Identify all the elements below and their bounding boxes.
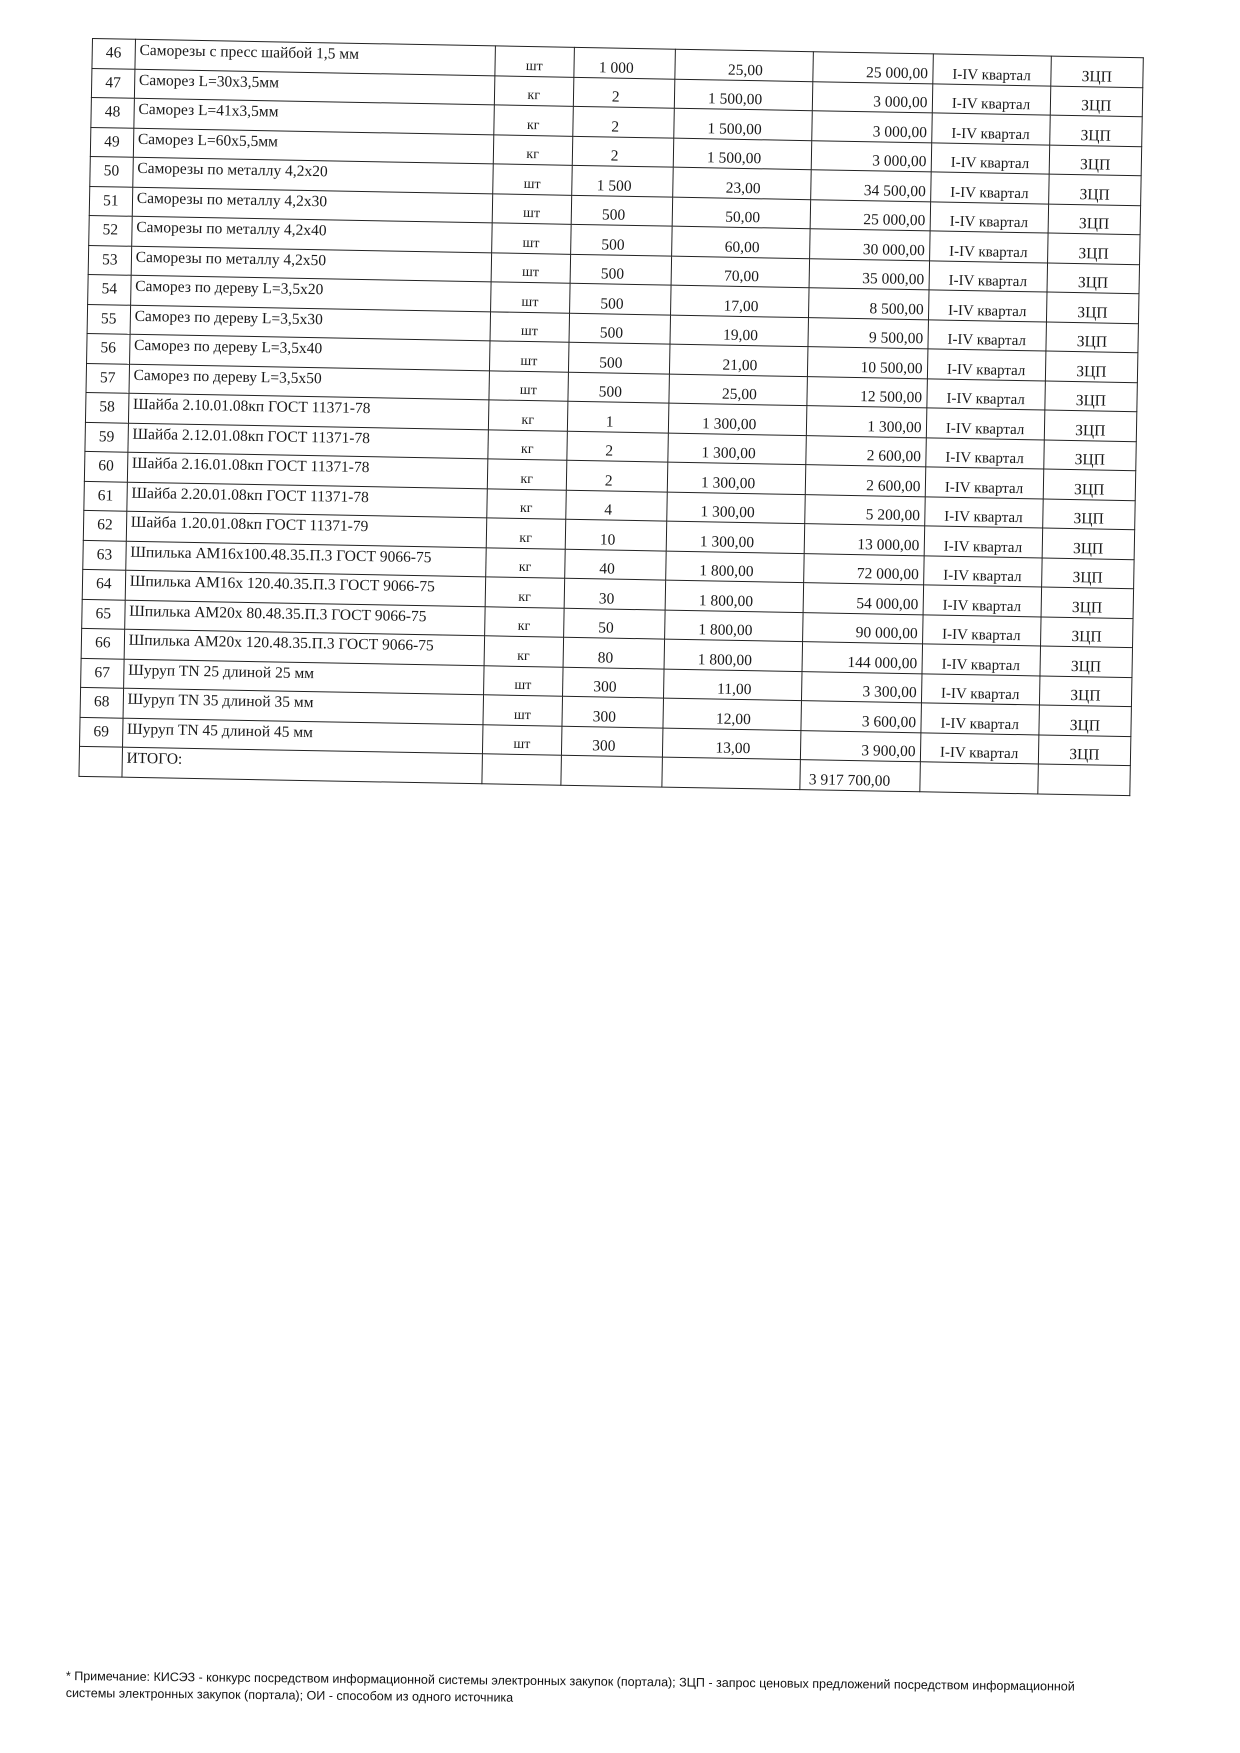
unit-price-cell: 1 800,00 xyxy=(666,551,805,583)
total-sum-cell: 72 000,00 xyxy=(804,553,924,585)
row-number-cell: 52 xyxy=(89,215,132,245)
unit-price-cell: 21,00 xyxy=(669,344,808,376)
item-name-cell: Саморез L=30х3,5мм xyxy=(134,69,495,105)
unit-price-cell: 23,00 xyxy=(673,167,812,199)
unit-price-cell: 1 300,00 xyxy=(667,462,806,494)
unit-price-cell: 11,00 xyxy=(663,669,802,701)
unit-cell: шт xyxy=(491,223,570,254)
item-name-cell: Саморезы по металлу 4,2х30 xyxy=(132,187,493,223)
procurement-method-cell: ЗЦП xyxy=(1046,322,1139,353)
total-sum-cell: 9 500,00 xyxy=(808,317,928,349)
quantity-cell: 1 500 xyxy=(571,165,673,196)
total-sum-cell: 90 000,00 xyxy=(803,612,923,644)
quantity-cell: 500 xyxy=(568,372,670,403)
delivery-period-cell: I-IV квартал xyxy=(925,437,1044,469)
delivery-period-cell: I-IV квартал xyxy=(930,201,1049,233)
item-name-cell: Саморезы с пресс шайбой 1,5 мм xyxy=(135,39,496,75)
row-number-cell: 67 xyxy=(81,658,124,688)
row-number-cell: 56 xyxy=(87,333,130,363)
total-sum-cell: 2 600,00 xyxy=(806,435,926,467)
row-number-cell: 55 xyxy=(87,304,130,334)
row-number-cell: 59 xyxy=(85,422,128,452)
procurement-method-cell: ЗЦП xyxy=(1038,734,1131,765)
unit-price-cell: 1 800,00 xyxy=(664,610,803,642)
row-number-cell: 65 xyxy=(82,599,125,629)
procurement-method-cell: ЗЦП xyxy=(1047,263,1140,294)
unit-cell: шт xyxy=(489,341,568,372)
item-name-cell: Саморез по дереву L=3,5х40 xyxy=(129,334,490,370)
procurement-method-cell: ЗЦП xyxy=(1039,705,1132,736)
delivery-period-cell: I-IV квартал xyxy=(931,142,1050,174)
row-number-cell: 57 xyxy=(86,363,129,393)
total-period-cell xyxy=(919,762,1038,794)
procurement-method-cell: ЗЦП xyxy=(1048,174,1141,205)
unit-cell: шт xyxy=(490,282,569,313)
procurement-method-cell: ЗЦП xyxy=(1045,351,1138,382)
procurement-method-cell: ЗЦП xyxy=(1050,56,1143,87)
delivery-period-cell: I-IV квартал xyxy=(923,585,1042,617)
unit-cell: кг xyxy=(485,577,564,608)
unit-cell: кг xyxy=(494,105,573,136)
total-unit-cell xyxy=(482,754,561,785)
row-number-cell: 61 xyxy=(84,481,127,511)
unit-price-cell: 60,00 xyxy=(671,226,810,258)
total-sum-cell: 34 500,00 xyxy=(811,170,931,202)
delivery-period-cell: I-IV квартал xyxy=(930,172,1049,204)
unit-cell: кг xyxy=(486,518,565,549)
quantity-cell: 80 xyxy=(563,637,665,668)
total-method-cell xyxy=(1037,764,1130,795)
total-sum-cell: 30 000,00 xyxy=(810,229,930,261)
total-sum-cell: 25 000,00 xyxy=(810,199,930,231)
quantity-cell: 500 xyxy=(568,342,670,373)
delivery-period-cell: I-IV квартал xyxy=(924,526,1043,558)
quantity-cell: 500 xyxy=(571,195,673,226)
unit-cell: кг xyxy=(486,547,565,578)
unit-cell: шт xyxy=(483,695,562,726)
unit-price-cell: 1 500,00 xyxy=(674,108,813,140)
row-number-cell: 58 xyxy=(85,392,128,422)
total-sum-cell: 5 200,00 xyxy=(805,494,925,526)
unit-price-cell: 1 500,00 xyxy=(674,79,813,111)
quantity-cell: 50 xyxy=(563,608,665,639)
procurement-method-cell: ЗЦП xyxy=(1044,410,1137,441)
procurement-method-cell: ЗЦП xyxy=(1041,557,1134,588)
procurement-method-cell: ЗЦП xyxy=(1045,381,1138,412)
unit-cell: шт xyxy=(489,370,568,401)
unit-price-cell: 17,00 xyxy=(670,285,809,317)
total-sum-cell: 8 500,00 xyxy=(809,288,929,320)
quantity-cell: 1 xyxy=(567,401,669,432)
item-name-cell: Шайба 2.20.01.08кп ГОСТ 11371-78 xyxy=(127,482,488,518)
procurement-method-cell: ЗЦП xyxy=(1043,469,1136,500)
quantity-cell: 10 xyxy=(565,519,667,550)
unit-price-cell: 12,00 xyxy=(663,698,802,730)
item-name-cell: Саморезы по металлу 4,2х20 xyxy=(133,157,494,193)
unit-cell: кг xyxy=(488,429,567,460)
item-name-cell: Шайба 1.20.01.08кп ГОСТ 11371-79 xyxy=(126,511,487,547)
delivery-period-cell: I-IV квартал xyxy=(927,349,1046,381)
unit-cell: шт xyxy=(482,724,561,755)
item-name-cell: Саморез по дереву L=3,5х20 xyxy=(130,275,491,311)
quantity-cell: 1 000 xyxy=(573,47,675,78)
table-body xyxy=(80,39,1144,766)
unit-cell: кг xyxy=(487,488,566,519)
delivery-period-cell: I-IV квартал xyxy=(932,54,1051,86)
unit-cell: кг xyxy=(487,459,566,490)
delivery-period-cell: I-IV квартал xyxy=(920,732,1039,764)
quantity-cell: 2 xyxy=(572,106,674,137)
row-number-cell: 64 xyxy=(82,569,125,599)
total-sum-cell: 54 000,00 xyxy=(803,583,923,615)
row-number-cell: 69 xyxy=(80,717,123,747)
procurement-method-cell: ЗЦП xyxy=(1039,675,1132,706)
quantity-cell: 300 xyxy=(562,667,664,698)
quantity-cell: 2 xyxy=(572,136,674,167)
procurement-method-cell: ЗЦП xyxy=(1042,499,1135,530)
quantity-cell: 500 xyxy=(569,313,671,344)
item-name-cell: Саморез L=41х3,5мм xyxy=(134,98,495,134)
item-name-cell: Шуруп TN 45 длиной 45 мм xyxy=(122,718,483,754)
row-number-cell: 46 xyxy=(92,39,135,69)
total-price-cell xyxy=(662,757,801,789)
total-sum-cell: 3 000,00 xyxy=(813,81,933,113)
item-name-cell: Шуруп TN 35 длиной 35 мм xyxy=(123,688,484,724)
item-name-cell: Саморез L=60х5,5мм xyxy=(133,128,494,164)
total-sum-cell: 1 300,00 xyxy=(807,406,927,438)
unit-cell: шт xyxy=(490,311,569,342)
total-sum-cell: 13 000,00 xyxy=(804,524,924,556)
delivery-period-cell: I-IV квартал xyxy=(921,673,1040,705)
footnote: * Примечание: КИСЭЗ - конкурс посредством информационной системы электронных закупок (портала); ЗЦП - запрос ценовых предложений посредством информационной системы электронных закупок (портала); ОИ - способом из одного источника xyxy=(65,1669,1075,1705)
row-number-cell: 47 xyxy=(91,68,134,98)
procurement-method-cell: ЗЦП xyxy=(1047,233,1140,264)
delivery-period-cell: I-IV квартал xyxy=(924,496,1043,528)
procurement-method-cell: ЗЦП xyxy=(1049,115,1142,146)
row-number-cell: 53 xyxy=(88,245,131,275)
unit-price-cell: 1 500,00 xyxy=(673,138,812,170)
item-name-cell: Саморезы по металлу 4,2х40 xyxy=(131,216,492,252)
unit-cell: шт xyxy=(493,164,572,195)
delivery-period-cell: I-IV квартал xyxy=(932,83,1051,115)
quantity-cell: 2 xyxy=(566,431,668,462)
item-name-cell: Саморез по дереву L=3,5х50 xyxy=(129,364,490,400)
delivery-period-cell: I-IV квартал xyxy=(929,260,1048,292)
procurement-method-cell: ЗЦП xyxy=(1049,145,1142,176)
total-sum-cell: 25 000,00 xyxy=(813,52,933,84)
unit-price-cell: 25,00 xyxy=(669,374,808,406)
unit-cell: кг xyxy=(484,606,563,637)
quantity-cell: 4 xyxy=(565,490,667,521)
row-number-cell: 66 xyxy=(81,628,124,658)
delivery-period-cell: I-IV квартал xyxy=(922,644,1041,676)
row-number-cell: 60 xyxy=(84,451,127,481)
item-name-cell: Шпилька АМ16х100.48.35.П.3 ГОСТ 9066-75 xyxy=(126,541,487,577)
item-name-cell: Шайба 2.16.01.08кп ГОСТ 11371-78 xyxy=(127,452,488,488)
row-number-cell: 63 xyxy=(83,540,126,570)
row-number-cell: 49 xyxy=(90,127,133,157)
unit-price-cell: 1 800,00 xyxy=(664,639,803,671)
item-name-cell: Шуруп TN 25 длиной 25 мм xyxy=(123,659,484,695)
unit-price-cell: 50,00 xyxy=(672,197,811,229)
quantity-cell: 300 xyxy=(562,696,664,727)
procurement-method-cell: ЗЦП xyxy=(1040,646,1133,677)
delivery-period-cell: I-IV квартал xyxy=(926,408,1045,440)
row-number-cell: 51 xyxy=(89,186,132,216)
quantity-cell: 2 xyxy=(573,77,675,108)
total-sum-cell: 3 000,00 xyxy=(812,111,932,143)
procurement-method-cell: ЗЦП xyxy=(1040,616,1133,647)
unit-cell: шт xyxy=(491,252,570,283)
procurement-method-cell: ЗЦП xyxy=(1041,587,1134,618)
delivery-period-cell: I-IV квартал xyxy=(920,703,1039,735)
quantity-cell: 300 xyxy=(561,726,663,757)
unit-price-cell: 1 300,00 xyxy=(667,492,806,524)
item-name-cell: Шпилька АМ20х 80.48.35.П.3 ГОСТ 9066-75 xyxy=(124,600,485,636)
procurement-method-cell: ЗЦП xyxy=(1048,204,1141,235)
total-label: ИТОГО: xyxy=(122,747,483,783)
unit-price-cell: 13,00 xyxy=(662,728,801,760)
item-name-cell: Шайба 2.12.01.08кп ГОСТ 11371-78 xyxy=(128,423,489,459)
unit-price-cell: 1 300,00 xyxy=(668,403,807,435)
item-name-cell: Саморезы по металлу 4,2х50 xyxy=(131,246,492,282)
row-number-cell: 62 xyxy=(83,510,126,540)
unit-price-cell: 1 800,00 xyxy=(665,580,804,612)
unit-price-cell: 70,00 xyxy=(671,256,810,288)
total-sum: 3 917 700,00 xyxy=(800,760,920,792)
unit-cell: шт xyxy=(483,665,562,696)
unit-cell: кг xyxy=(493,134,572,165)
item-name-cell: Саморез по дереву L=3,5х30 xyxy=(130,305,491,341)
item-name-cell: Шпилька АМ20х 120.48.35.П.3 ГОСТ 9066-75 xyxy=(124,629,485,665)
delivery-period-cell: I-IV квартал xyxy=(929,231,1048,263)
delivery-period-cell: I-IV квартал xyxy=(927,319,1046,351)
delivery-period-cell: I-IV квартал xyxy=(923,555,1042,587)
unit-price-cell: 25,00 xyxy=(675,49,814,81)
item-name-cell: Шайба 2.10.01.08кп ГОСТ 11371-78 xyxy=(128,393,489,429)
total-sum-cell: 144 000,00 xyxy=(802,642,922,674)
procurement-sheet xyxy=(78,38,1143,796)
quantity-cell: 500 xyxy=(570,224,672,255)
quantity-cell: 500 xyxy=(570,254,672,285)
total-sum-cell: 12 500,00 xyxy=(807,376,927,408)
procurement-method-cell: ЗЦП xyxy=(1050,86,1143,117)
total-sum-cell: 3 900,00 xyxy=(801,730,921,762)
unit-cell: шт xyxy=(495,46,574,77)
row-number-cell: 54 xyxy=(88,274,131,304)
delivery-period-cell: I-IV квартал xyxy=(922,614,1041,646)
total-qty-cell xyxy=(560,755,662,786)
total-sum-cell: 35 000,00 xyxy=(809,258,929,290)
total-sum-cell: 3 300,00 xyxy=(802,671,922,703)
delivery-period-cell: I-IV квартал xyxy=(925,467,1044,499)
total-sum-cell: 3 600,00 xyxy=(801,701,921,733)
unit-cell: кг xyxy=(494,75,573,106)
procurement-method-cell: ЗЦП xyxy=(1046,292,1139,323)
delivery-period-cell: I-IV квартал xyxy=(926,378,1045,410)
unit-price-cell: 1 300,00 xyxy=(668,433,807,465)
procurement-method-cell: ЗЦП xyxy=(1043,440,1136,471)
row-number-cell: 48 xyxy=(91,97,134,127)
row-number-cell: 50 xyxy=(90,156,133,186)
quantity-cell: 40 xyxy=(564,549,666,580)
delivery-period-cell: I-IV квартал xyxy=(931,113,1050,145)
unit-cell: кг xyxy=(484,636,563,667)
unit-price-cell: 19,00 xyxy=(670,315,809,347)
unit-cell: шт xyxy=(492,193,571,224)
item-name-cell: Шпилька АМ16х 120.40.35.П.3 ГОСТ 9066-75 xyxy=(125,570,486,606)
quantity-cell: 2 xyxy=(566,460,668,491)
quantity-cell: 30 xyxy=(564,578,666,609)
total-sum-cell: 2 600,00 xyxy=(806,465,926,497)
delivery-period-cell: I-IV квартал xyxy=(928,290,1047,322)
procurement-table xyxy=(78,38,1143,796)
row-number-cell: 68 xyxy=(80,687,123,717)
unit-cell: кг xyxy=(488,400,567,431)
procurement-method-cell: ЗЦП xyxy=(1042,528,1135,559)
unit-price-cell: 1 300,00 xyxy=(666,521,805,553)
quantity-cell: 500 xyxy=(569,283,671,314)
total-sum-cell: 10 500,00 xyxy=(808,347,928,379)
total-sum-cell: 3 000,00 xyxy=(811,140,931,172)
total-num-cell xyxy=(79,746,122,776)
